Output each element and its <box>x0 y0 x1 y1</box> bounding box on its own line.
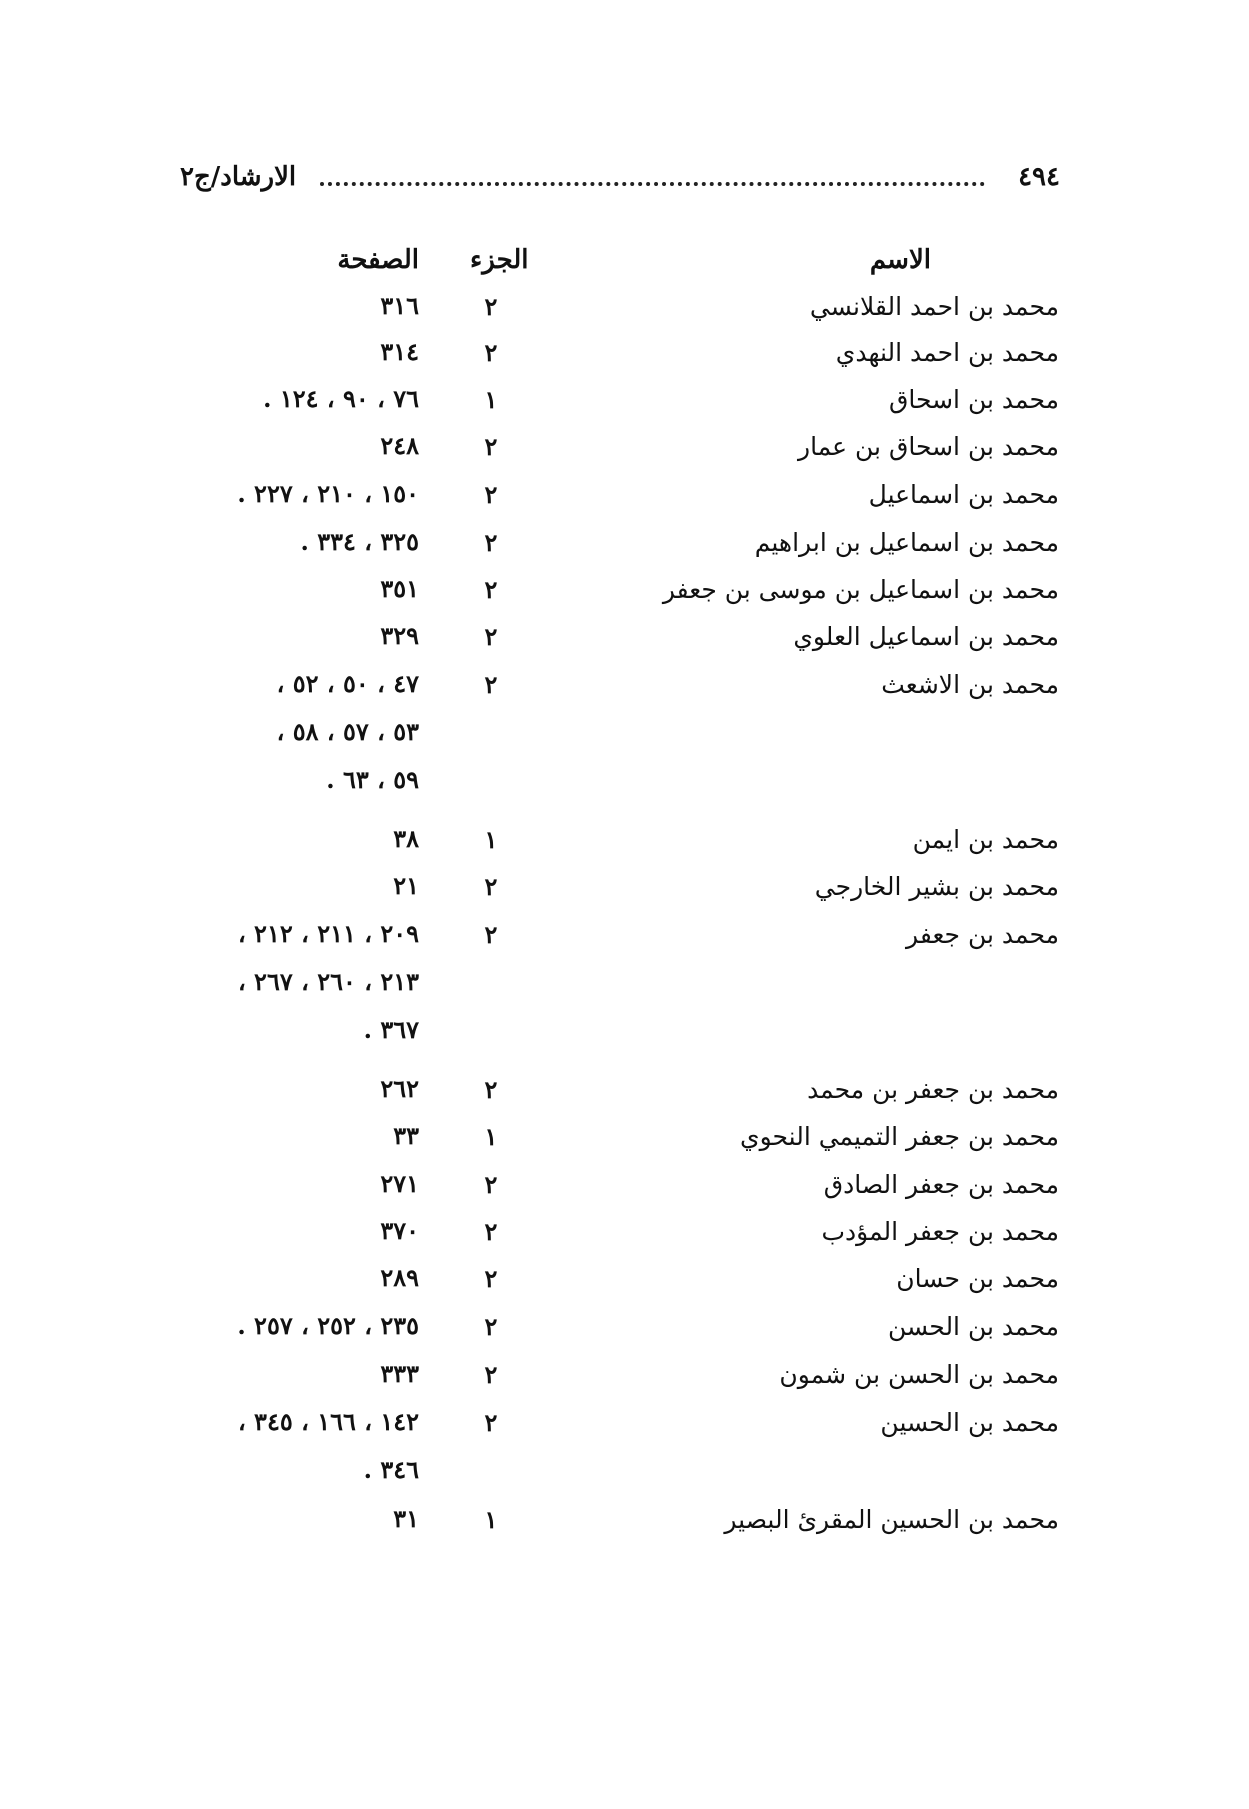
entry-volume: ٢ <box>484 622 498 651</box>
entry-volume: ٢ <box>484 1360 498 1389</box>
entry-pages <box>380 328 419 376</box>
entry-name: محمد بن جعفر بن محمد <box>807 1075 1059 1104</box>
entry-name: محمد بن اسماعيل العلوي <box>793 622 1059 651</box>
entry-name: محمد بن ايمن <box>912 825 1059 854</box>
entry-pages <box>277 660 419 804</box>
entry-pages-line: ١٥٠ ، ٢١٠ ، ٢٢٧ . <box>237 479 419 508</box>
entry-name: محمد بن اسحاق <box>888 385 1059 414</box>
entry-volume: ٢ <box>484 1170 498 1199</box>
column-header-name: الاسم <box>869 245 931 275</box>
entry-pages <box>380 565 419 613</box>
entry-volume: ٢ <box>484 872 498 901</box>
entry-pages-line: ٣١٦ <box>380 291 419 320</box>
entry-pages-line: ٤٧ ، ٥٠ ، ٥٢ ، <box>276 669 419 698</box>
entry-pages <box>393 1112 419 1160</box>
entry-pages <box>263 375 419 423</box>
entry-volume: ٢ <box>484 1408 498 1437</box>
entry-volume: ٢ <box>484 670 498 699</box>
entry-volume: ١ <box>484 1505 498 1534</box>
entry-pages-line: ٢١٣ ، ٢٦٠ ، ٢٦٧ ، <box>237 967 419 996</box>
entry-pages-line: ٣٣٣ <box>380 1359 419 1388</box>
entry-pages <box>380 612 419 660</box>
entry-pages-line: ٣٢٩ <box>380 621 419 650</box>
entry-pages <box>380 422 419 470</box>
entry-volume: ٢ <box>484 432 498 461</box>
entry-pages <box>380 1065 419 1113</box>
entry-name: محمد بن الحسين المقرئ البصير <box>724 1505 1059 1534</box>
entry-pages <box>380 1207 419 1255</box>
entry-name: محمد بن جعفر المؤدب <box>821 1217 1059 1246</box>
entry-volume: ٢ <box>484 920 498 949</box>
entry-pages-line: ٢٣٥ ، ٢٥٢ ، ٢٥٧ . <box>237 1311 419 1340</box>
entry-volume: ٢ <box>484 1264 498 1293</box>
entry-pages <box>380 1254 419 1302</box>
entry-pages <box>237 1302 419 1350</box>
entry-pages <box>380 282 419 330</box>
entry-volume: ٢ <box>484 1217 498 1246</box>
entry-name: محمد بن جعفر <box>906 920 1059 949</box>
entry-pages <box>393 862 419 910</box>
entry-pages-line: ٣٣ <box>393 1121 419 1150</box>
entry-pages <box>238 910 419 1054</box>
entry-pages <box>380 1160 419 1208</box>
entry-pages-line: ٣٨ <box>393 824 419 853</box>
entry-pages-line: ٣٤٦ . <box>363 1455 419 1484</box>
entry-pages-line: ٣٧٠ <box>380 1216 419 1245</box>
book-title: الارشاد/ج٢ <box>180 162 297 192</box>
entry-name: محمد بن الحسن <box>887 1312 1059 1341</box>
entry-name: محمد بن اسحاق بن عمار <box>798 432 1059 461</box>
entry-pages <box>380 1350 419 1398</box>
entry-pages-line: ٣٦٧ . <box>363 1015 419 1044</box>
entry-pages-line: ٥٣ ، ٥٧ ، ٥٨ ، <box>276 717 419 746</box>
entry-name: محمد بن اسماعيل بن ابراهيم <box>754 528 1059 557</box>
entry-name: محمد بن جعفر التميمي النحوي <box>740 1122 1059 1151</box>
entry-name: محمد بن جعفر الصادق <box>823 1170 1059 1199</box>
column-header-page: الصفحة <box>337 245 419 275</box>
entry-pages-line: ٢٧١ <box>380 1169 419 1198</box>
entry-pages <box>237 470 419 518</box>
entry-volume: ١ <box>484 1122 498 1151</box>
entry-name: محمد بن الحسين <box>880 1408 1059 1437</box>
entry-volume: ١ <box>484 385 498 414</box>
entry-pages-line: ٣٢٥ ، ٣٣٤ . <box>300 527 419 556</box>
column-header-volume: الجزء <box>470 245 529 275</box>
entry-volume: ٢ <box>484 1075 498 1104</box>
entry-pages <box>393 1495 419 1543</box>
entry-name: محمد بن اسماعيل بن موسى بن جعفر <box>662 575 1059 604</box>
entry-name: محمد بن حسان <box>896 1264 1059 1293</box>
entry-name: محمد بن احمد القلانسي <box>809 292 1059 321</box>
entry-volume: ٢ <box>484 528 498 557</box>
entry-pages-line: ٢٠٩ ، ٢١١ ، ٢١٢ ، <box>237 919 419 948</box>
entry-pages-line: ٣١٤ <box>380 337 419 366</box>
entry-pages <box>393 815 419 863</box>
dotted-leader <box>320 182 985 186</box>
running-header <box>180 158 1060 208</box>
entry-volume: ٢ <box>484 480 498 509</box>
entry-name: محمد بن بشير الخارجي <box>814 872 1059 901</box>
page-number: ٤٩٤ <box>1018 162 1060 192</box>
entry-pages-line: ٢٦٢ <box>380 1074 419 1103</box>
entry-pages-line: ٥٩ ، ٦٣ . <box>326 765 419 794</box>
entry-pages-line: ٢١ <box>393 871 419 900</box>
entry-name: محمد بن الحسن بن شمون <box>779 1360 1059 1389</box>
entry-pages-line: ٢٤٨ <box>380 431 419 460</box>
entry-pages <box>300 518 419 566</box>
entry-pages <box>238 1398 419 1494</box>
entry-pages-line: ١٤٢ ، ١٦٦ ، ٣٤٥ ، <box>237 1407 419 1436</box>
entry-volume: ٢ <box>484 1312 498 1341</box>
entry-name: محمد بن احمد النهدي <box>835 338 1059 367</box>
entry-pages-line: ٧٦ ، ٩٠ ، ١٢٤ . <box>263 384 419 413</box>
entry-volume: ٢ <box>484 575 498 604</box>
entry-volume: ١ <box>484 825 498 854</box>
entry-pages-line: ٣١ <box>393 1504 419 1533</box>
entry-volume: ٢ <box>484 292 498 321</box>
entry-name: محمد بن الاشعث <box>881 670 1059 699</box>
entry-pages-line: ٢٨٩ <box>380 1263 419 1292</box>
entry-pages-line: ٣٥١ <box>380 574 419 603</box>
entry-name: محمد بن اسماعيل <box>868 480 1059 509</box>
entry-volume: ٢ <box>484 338 498 367</box>
